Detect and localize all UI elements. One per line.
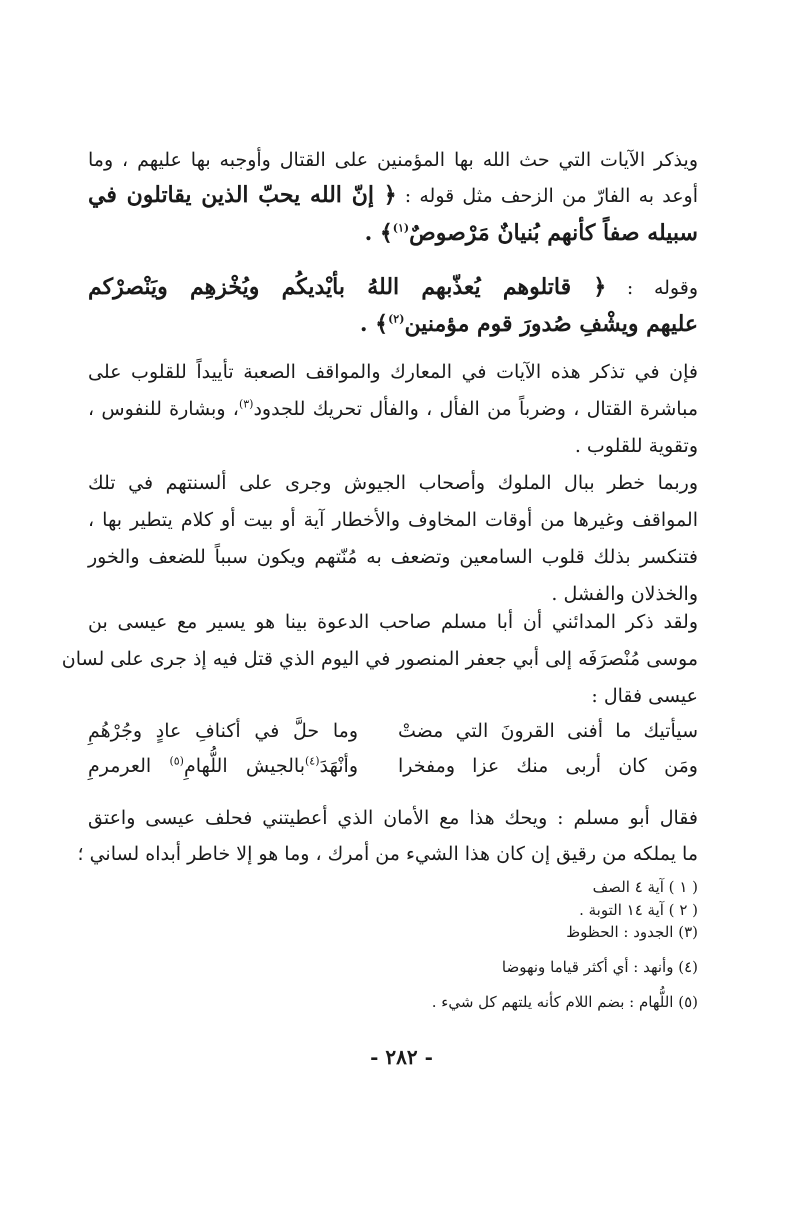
body-line: ما يملكه من رقيق إن كان هذا الشيء من أمرك ، وما هو إلا خاطر أبداه لساني ؛ — [77, 843, 698, 865]
body-line: وتقوية للقلوب . — [574, 435, 698, 457]
footnote-ref: (٥) — [169, 754, 184, 768]
quran-verse: سبيله صفاً كأنهم بُنيانٌ مَرْصوصٌ$^{(١)}$﴾ . — [364, 220, 698, 246]
poem-verse — [88, 751, 698, 781]
body-line: ولقد ذكر المدائني أن أبا مسلم صاحب الدعوة بينا هو يسير مع عيسى بن — [88, 611, 698, 633]
quran-verse: ﴿ قاتلوهم يُعذّبهم اللهُ بأيْديكُم ويُخْزهِم ويَنْصرْكم — [88, 274, 607, 300]
body-line: والخذلان والفشل . — [551, 583, 698, 605]
footnote: ( ٢ ) آية ١٤ التوبة . — [579, 901, 698, 919]
body-line: موسى مُنْصرَفَه إلى أبي جعفر المنصور في اليوم الذي قتل فيه إذ جرى على لسان — [61, 648, 698, 670]
page-number: - ٢٨٢ - — [370, 1045, 433, 1069]
body-line: فقال أبو مسلم : ويحك هذا مع الأمان الذي أعطيتني فحلف عيسى واعتق — [88, 807, 698, 829]
footnote-ref: (١) — [392, 221, 410, 235]
body-line: المواقف وغيرها من أوقات المخاوف والأخطار آية أو بيت أو كلام يتطير بها ، — [88, 509, 698, 531]
footnote-ref: (٣) — [238, 397, 254, 411]
verse-hemistich: وأنْهَدَ$^{(٤)}$بالجيش اللُّهامِ$^{(٥)}$ العرمرمِ — [88, 754, 358, 777]
body-line: أوعد به الفارّ من الزحف مثل قوله : ﴿ إنّ الله يحبّ الذين يقاتلون في — [88, 182, 698, 208]
body-line: فتنكسر بذلك قلوب السامعين وتضعف به مُنّتهم ويكون سبباً للضعف والخور — [88, 546, 698, 568]
footnote: ( ١ ) آية ٤ الصف — [592, 878, 698, 896]
body-line: عيسى فقال : — [591, 685, 698, 707]
verse-hemistich: سيأتيك ما أفنى القرونَ التي مضتْ — [398, 720, 698, 742]
body-line: ويذكر الآيات التي حث الله بها المؤمنين على القتال وأوجبه بها عليهم ، وما — [88, 149, 698, 171]
verse-hemistich: وما حلَّ في أكنافِ عادٍ وجُرْهُمِ — [88, 720, 358, 742]
footnote-ref: (٤) — [305, 754, 320, 768]
body-line: وربما خطر ببال الملوك وأصحاب الجيوش وجرى على ألسنتهم في تلك — [88, 472, 698, 494]
quran-verse: ﴿ إنّ الله يحبّ الذين يقاتلون في — [88, 182, 397, 208]
footnote-ref: (٢) — [388, 312, 405, 326]
body-line: فإن في تذكر هذه الآيات في المعارك والمواقف الصعبة تأييداً للقلوب على — [88, 361, 698, 383]
quran-verse: عليهم ويشْفِ صُدورَ قوم مؤمنين$^{(٢)}$﴾ . — [359, 311, 698, 337]
poem-verse — [88, 716, 698, 746]
footnote: (٤) وأنهد : أي أكثر قياما ونهوضا — [501, 958, 698, 976]
body-line: وقوله : ﴿ قاتلوهم يُعذّبهم اللهُ بأيْديكُم ويُخْزهِم ويَنْصرْكم — [88, 274, 699, 300]
footnote: (٥) اللُّهام : بضم اللام كأنه يلتهم كل شيء . — [431, 993, 698, 1011]
footnote: (٣) الجدود : الحظوظ — [566, 923, 698, 941]
verse-hemistich: ومَن كان أربى منك عزا ومفخرا — [398, 755, 698, 777]
body-line: مباشرة القتال ، وضرباً من الفأل ، والفأل تحريك للجدود$^{(٣)}$، وبشارة للنفوس ، — [88, 397, 698, 420]
